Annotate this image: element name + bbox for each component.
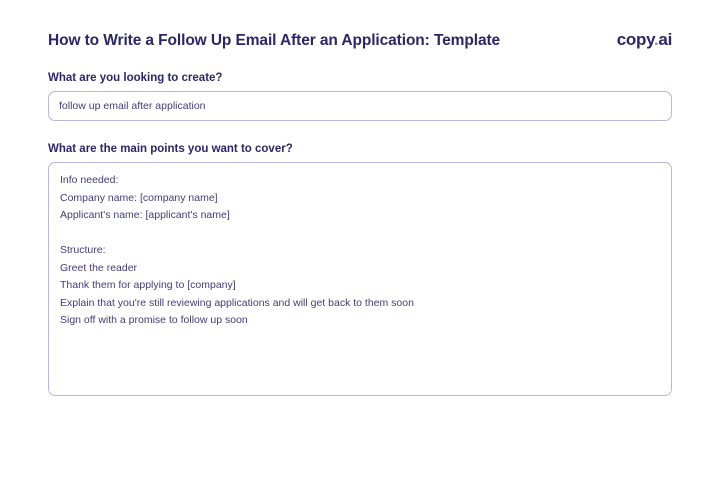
brand-suffix: ai: [658, 30, 672, 49]
copy-ai-logo: [617, 30, 672, 50]
create-field-label: What are you looking to create?: [48, 72, 223, 84]
brand-dot: .: [653, 30, 659, 49]
points-field-label: What are the main points you want to cover?: [48, 143, 293, 155]
create-input[interactable]: [48, 91, 672, 121]
page-title: How to Write a Follow Up Email After an Application: Template: [48, 32, 501, 49]
main-points-textarea[interactable]: [48, 162, 672, 396]
brand-name: copy: [616, 30, 654, 49]
header: [48, 30, 672, 50]
